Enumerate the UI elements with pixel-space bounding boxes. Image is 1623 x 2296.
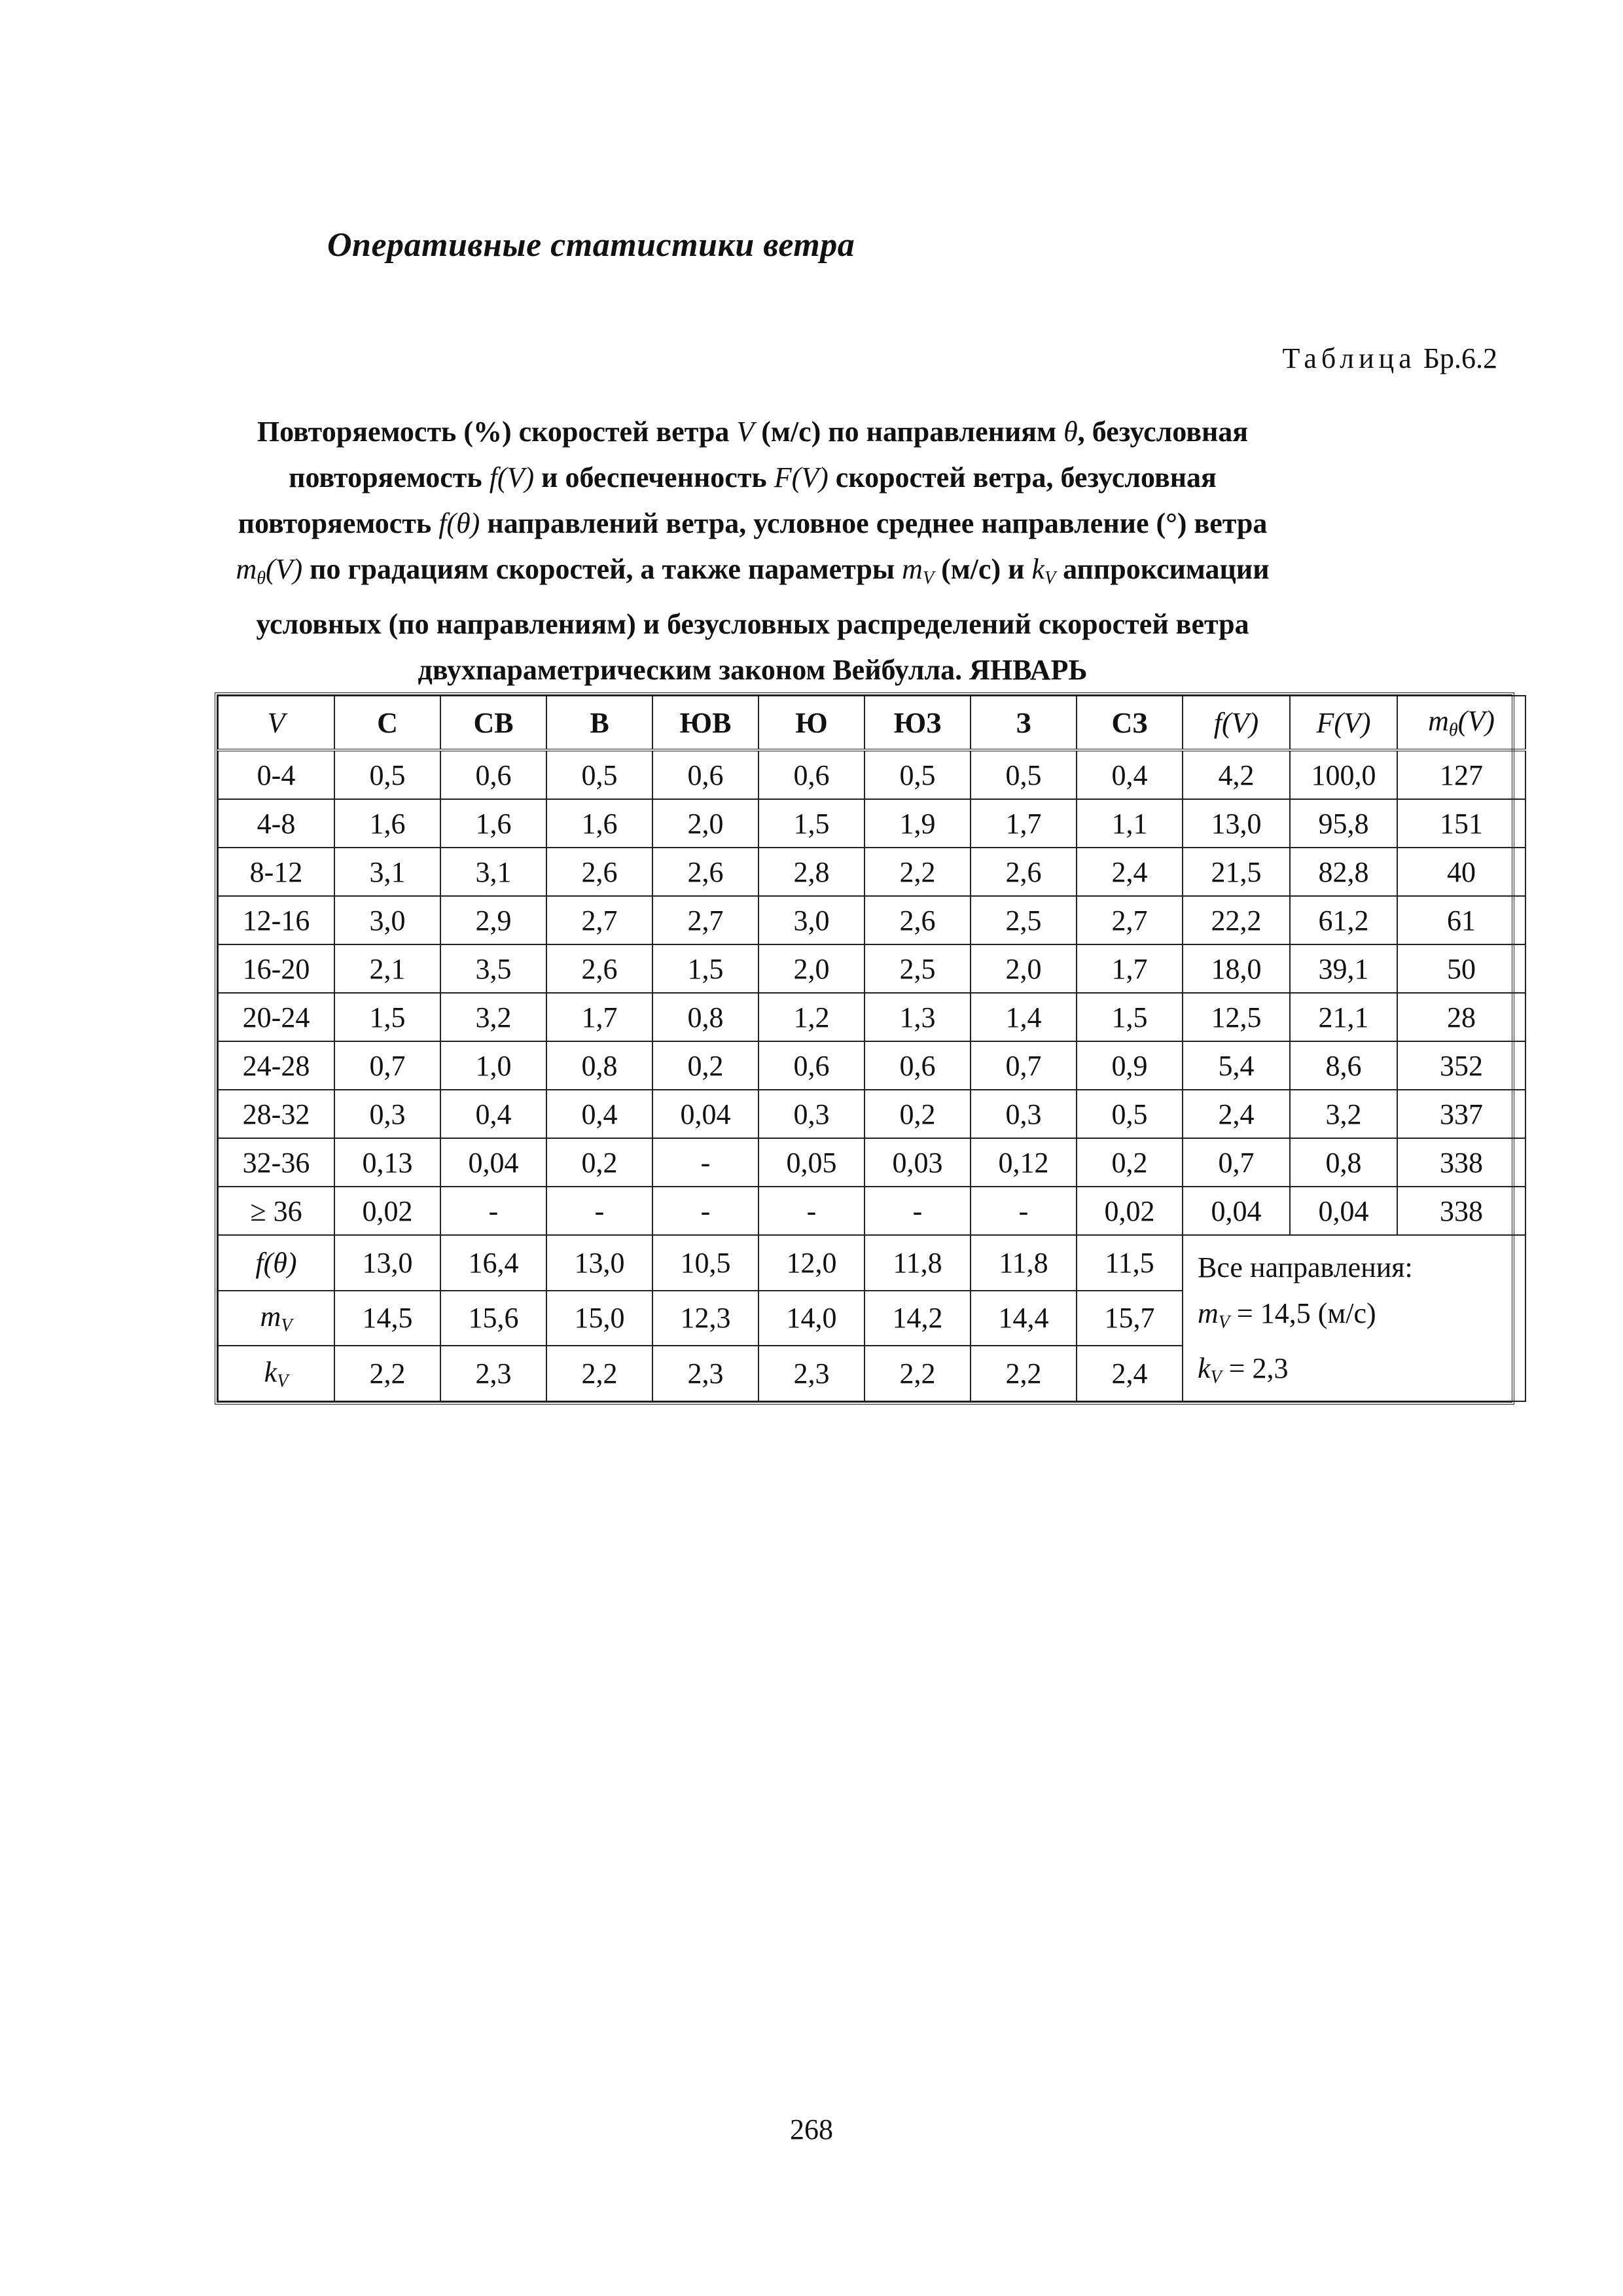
- frequency-cell: 0,4: [440, 1090, 546, 1138]
- frequency-cell: 2,7: [652, 896, 758, 944]
- speed-range-cell: 16-20: [218, 944, 334, 993]
- frequency-cell: 1,5: [758, 799, 865, 848]
- mean-direction-cell: 127: [1397, 750, 1525, 799]
- section-title: Оперативные статистики ветра: [327, 226, 855, 264]
- capital-fv-cell: 82,8: [1290, 848, 1397, 896]
- parameter-value-cell: 14,2: [865, 1291, 971, 1346]
- speed-range-cell: 20-24: [218, 993, 334, 1041]
- caption-text: повторяемость: [238, 507, 432, 539]
- parameter-value-cell: 15,7: [1077, 1291, 1183, 1346]
- table-label: [1283, 342, 1497, 375]
- parameter-value-cell: 16,4: [440, 1235, 546, 1291]
- mean-direction-cell: 337: [1397, 1090, 1525, 1138]
- table-row: [218, 799, 1525, 848]
- parameter-value-cell: 11,8: [865, 1235, 971, 1291]
- summary-m-sub: V: [1218, 1312, 1230, 1333]
- speed-range-cell: 12-16: [218, 896, 334, 944]
- caption-line-3: [216, 501, 1289, 547]
- frequency-cell: 1,5: [1077, 993, 1183, 1041]
- speed-range-cell: 32-36: [218, 1138, 334, 1187]
- caption-text: (м/с) и: [941, 553, 1025, 585]
- caption-math-sub: V: [922, 568, 935, 588]
- header-m-arg: (V): [1457, 705, 1495, 737]
- frequency-cell: -: [652, 1138, 758, 1187]
- frequency-cell: 0,3: [758, 1090, 865, 1138]
- capital-fv-cell: 39,1: [1290, 944, 1397, 993]
- header-direction: ЮЗ: [865, 696, 971, 750]
- frequency-cell: 0,5: [971, 750, 1077, 799]
- frequency-cell: 0,8: [546, 1041, 652, 1090]
- table-caption: [216, 409, 1289, 693]
- frequency-cell: 2,5: [865, 944, 971, 993]
- frequency-cell: 0,3: [971, 1090, 1077, 1138]
- caption-math-capital-fv: F(V): [774, 461, 829, 493]
- caption-text: скоростей ветра, безусловная: [835, 461, 1217, 493]
- fv-cell: 5,4: [1183, 1041, 1290, 1090]
- frequency-cell: 0,12: [971, 1138, 1077, 1187]
- speed-range-cell: 28-32: [218, 1090, 334, 1138]
- table-label-number: Бр.6.2: [1423, 342, 1497, 374]
- parameter-subscript: V: [281, 1315, 293, 1336]
- mean-direction-cell: 352: [1397, 1041, 1525, 1090]
- frequency-cell: 0,6: [758, 750, 865, 799]
- caption-line-1: [216, 409, 1289, 455]
- frequency-cell: 1,0: [440, 1041, 546, 1090]
- mean-direction-cell: 28: [1397, 993, 1525, 1041]
- header-direction: В: [546, 696, 652, 750]
- header-direction: Ю: [758, 696, 865, 750]
- parameter-value-cell: 2,3: [440, 1346, 546, 1401]
- frequency-cell: 2,4: [1077, 848, 1183, 896]
- frequency-cell: 1,2: [758, 993, 865, 1041]
- fv-cell: 22,2: [1183, 896, 1290, 944]
- frequency-cell: 2,2: [865, 848, 971, 896]
- caption-math-v: V: [736, 416, 755, 448]
- header-m: m: [1428, 705, 1449, 737]
- frequency-cell: 1,7: [971, 799, 1077, 848]
- caption-line-5: условных (по направлениям) и безусловных распределений скоростей ветра: [256, 608, 1249, 640]
- wind-table-grid: [217, 695, 1526, 1402]
- caption-math-theta: θ: [1063, 416, 1078, 448]
- frequency-cell: 2,6: [865, 896, 971, 944]
- header-direction: С: [334, 696, 440, 750]
- header-speed: V: [218, 696, 334, 750]
- summary-title: Все направления:: [1198, 1251, 1413, 1283]
- frequency-cell: 0,6: [758, 1041, 865, 1090]
- frequency-cell: 0,4: [546, 1090, 652, 1138]
- mean-direction-cell: 40: [1397, 848, 1525, 896]
- table-row: [218, 1187, 1525, 1235]
- parameter-value-cell: 14,0: [758, 1291, 865, 1346]
- frequency-cell: 1,6: [546, 799, 652, 848]
- frequency-cell: 3,2: [440, 993, 546, 1041]
- frequency-cell: 0,6: [652, 750, 758, 799]
- parameter-value-cell: 15,0: [546, 1291, 652, 1346]
- mean-direction-cell: 50: [1397, 944, 1525, 993]
- frequency-cell: 2,6: [546, 944, 652, 993]
- frequency-cell: 0,5: [865, 750, 971, 799]
- frequency-cell: -: [758, 1187, 865, 1235]
- frequency-cell: 0,8: [652, 993, 758, 1041]
- parameter-value-cell: 11,5: [1077, 1235, 1183, 1291]
- parameter-symbol: k: [264, 1355, 277, 1388]
- frequency-cell: 3,1: [334, 848, 440, 896]
- parameter-value-cell: 14,5: [334, 1291, 440, 1346]
- frequency-cell: -: [546, 1187, 652, 1235]
- table-row: [218, 1041, 1525, 1090]
- capital-fv-cell: 95,8: [1290, 799, 1397, 848]
- summary-k-sub: V: [1210, 1367, 1222, 1388]
- frequency-cell: 0,5: [1077, 1090, 1183, 1138]
- summary-k-value: = 2,3: [1228, 1352, 1289, 1384]
- caption-math-fv: f(V): [489, 461, 535, 493]
- frequency-cell: 1,7: [546, 993, 652, 1041]
- summary-m-symbol: m: [1198, 1297, 1219, 1329]
- table-row: [218, 1090, 1525, 1138]
- table-row: [218, 944, 1525, 993]
- frequency-cell: 0,3: [334, 1090, 440, 1138]
- frequency-cell: 0,7: [334, 1041, 440, 1090]
- frequency-cell: 1,3: [865, 993, 971, 1041]
- frequency-cell: 0,7: [971, 1041, 1077, 1090]
- parameter-label-cell: [218, 1291, 334, 1346]
- fv-cell: 0,7: [1183, 1138, 1290, 1187]
- summary-mv: [1198, 1291, 1525, 1346]
- mean-direction-cell: 61: [1397, 896, 1525, 944]
- frequency-cell: 1,5: [652, 944, 758, 993]
- summary-k-symbol: k: [1198, 1352, 1211, 1384]
- header-capital-fv: F(V): [1290, 696, 1397, 750]
- parameter-value-cell: 12,3: [652, 1291, 758, 1346]
- caption-text: , безусловная: [1077, 416, 1249, 448]
- wind-statistics-table: [215, 692, 1514, 1405]
- mean-direction-cell: 338: [1397, 1138, 1525, 1187]
- caption-math-ftheta: f(θ): [438, 507, 480, 539]
- caption-math-sub: θ: [257, 568, 266, 588]
- caption-math-m: m: [236, 553, 257, 585]
- speed-range-cell: 8-12: [218, 848, 334, 896]
- parameter-label-cell: [218, 1346, 334, 1401]
- parameter-value-cell: 2,3: [652, 1346, 758, 1401]
- caption-line-6: двухпараметрическим законом Вейбулла. ЯНВАРЬ: [418, 654, 1088, 686]
- frequency-cell: 2,8: [758, 848, 865, 896]
- page-number: 268: [790, 2113, 833, 2145]
- parameter-row: [218, 1235, 1525, 1291]
- caption-line-4: [216, 547, 1289, 601]
- capital-fv-cell: 21,1: [1290, 993, 1397, 1041]
- frequency-cell: 2,6: [652, 848, 758, 896]
- table-row: [218, 896, 1525, 944]
- fv-cell: 0,04: [1183, 1187, 1290, 1235]
- header-m-sub: θ: [1448, 720, 1458, 740]
- caption-text: Повторяемость (%) скоростей ветра: [257, 416, 730, 448]
- frequency-cell: 0,04: [440, 1138, 546, 1187]
- caption-text: повторяемость: [289, 461, 482, 493]
- frequency-cell: 0,02: [334, 1187, 440, 1235]
- all-directions-summary: [1183, 1235, 1525, 1401]
- caption-text: и обеспеченность: [541, 461, 767, 493]
- capital-fv-cell: 0,8: [1290, 1138, 1397, 1187]
- frequency-cell: -: [971, 1187, 1077, 1235]
- frequency-cell: 1,9: [865, 799, 971, 848]
- summary-kv: [1198, 1346, 1525, 1401]
- capital-fv-cell: 100,0: [1290, 750, 1397, 799]
- frequency-cell: 3,0: [758, 896, 865, 944]
- parameter-label-cell: [218, 1235, 334, 1291]
- caption-line-2: [216, 455, 1289, 501]
- frequency-cell: 0,4: [1077, 750, 1183, 799]
- parameter-value-cell: 13,0: [334, 1235, 440, 1291]
- speed-range-cell: 24-28: [218, 1041, 334, 1090]
- frequency-cell: 0,2: [546, 1138, 652, 1187]
- caption-text: направлений ветра, условное среднее направление (°) ветра: [487, 507, 1268, 539]
- parameter-value-cell: 11,8: [971, 1235, 1077, 1291]
- header-fv: f(V): [1183, 696, 1290, 750]
- fv-cell: 13,0: [1183, 799, 1290, 848]
- speed-range-cell: 0-4: [218, 750, 334, 799]
- parameter-value-cell: 10,5: [652, 1235, 758, 1291]
- frequency-cell: 2,9: [440, 896, 546, 944]
- parameter-value-cell: 2,2: [865, 1346, 971, 1401]
- header-mean-direction: [1397, 696, 1525, 750]
- frequency-cell: 0,5: [546, 750, 652, 799]
- frequency-cell: 0,6: [440, 750, 546, 799]
- frequency-cell: 2,6: [546, 848, 652, 896]
- parameter-subscript: V: [277, 1371, 289, 1391]
- frequency-cell: 2,6: [971, 848, 1077, 896]
- caption-text: (м/с) по направлениям: [761, 416, 1057, 448]
- capital-fv-cell: 3,2: [1290, 1090, 1397, 1138]
- capital-fv-cell: 8,6: [1290, 1041, 1397, 1090]
- parameter-value-cell: 2,2: [971, 1346, 1077, 1401]
- fv-cell: 18,0: [1183, 944, 1290, 993]
- parameter-value-cell: 2,2: [334, 1346, 440, 1401]
- frequency-cell: 0,5: [334, 750, 440, 799]
- mean-direction-cell: 338: [1397, 1187, 1525, 1235]
- caption-math-mv: m: [902, 553, 923, 585]
- parameter-value-cell: 13,0: [546, 1235, 652, 1291]
- parameter-value-cell: 2,3: [758, 1346, 865, 1401]
- frequency-cell: 0,05: [758, 1138, 865, 1187]
- frequency-cell: 2,1: [334, 944, 440, 993]
- speed-range-cell: ≥ 36: [218, 1187, 334, 1235]
- caption-text: по градациям скоростей, а также параметры: [310, 553, 895, 585]
- parameter-symbol: m: [260, 1300, 281, 1333]
- parameter-symbol: f(θ): [255, 1246, 297, 1279]
- frequency-cell: -: [440, 1187, 546, 1235]
- frequency-cell: 1,4: [971, 993, 1077, 1041]
- frequency-cell: 3,0: [334, 896, 440, 944]
- frequency-cell: 2,5: [971, 896, 1077, 944]
- frequency-cell: 1,5: [334, 993, 440, 1041]
- fv-cell: 21,5: [1183, 848, 1290, 896]
- table-row: [218, 1138, 1525, 1187]
- parameter-value-cell: 12,0: [758, 1235, 865, 1291]
- frequency-cell: 2,7: [546, 896, 652, 944]
- frequency-cell: -: [652, 1187, 758, 1235]
- frequency-cell: 1,6: [440, 799, 546, 848]
- frequency-cell: 3,5: [440, 944, 546, 993]
- frequency-cell: 0,2: [652, 1041, 758, 1090]
- header-direction: СЗ: [1077, 696, 1183, 750]
- parameter-value-cell: 14,4: [971, 1291, 1077, 1346]
- frequency-cell: 3,1: [440, 848, 546, 896]
- frequency-cell: 0,9: [1077, 1041, 1183, 1090]
- frequency-cell: 0,03: [865, 1138, 971, 1187]
- frequency-cell: 0,6: [865, 1041, 971, 1090]
- frequency-cell: 2,0: [758, 944, 865, 993]
- speed-range-cell: 4-8: [218, 799, 334, 848]
- caption-math-kv: k: [1031, 553, 1044, 585]
- fv-cell: 4,2: [1183, 750, 1290, 799]
- mean-direction-cell: 151: [1397, 799, 1525, 848]
- frequency-cell: 1,6: [334, 799, 440, 848]
- fv-cell: 2,4: [1183, 1090, 1290, 1138]
- frequency-cell: 2,7: [1077, 896, 1183, 944]
- caption-math-mv-arg: (V): [265, 553, 303, 585]
- fv-cell: 12,5: [1183, 993, 1290, 1041]
- table-row: [218, 750, 1525, 799]
- header-direction: ЮВ: [652, 696, 758, 750]
- caption-math-sub: V: [1044, 568, 1056, 588]
- frequency-cell: 0,13: [334, 1138, 440, 1187]
- frequency-cell: 2,0: [971, 944, 1077, 993]
- parameter-value-cell: 2,2: [546, 1346, 652, 1401]
- capital-fv-cell: 61,2: [1290, 896, 1397, 944]
- frequency-cell: 1,7: [1077, 944, 1183, 993]
- frequency-cell: 1,1: [1077, 799, 1183, 848]
- capital-fv-cell: 0,04: [1290, 1187, 1397, 1235]
- frequency-cell: -: [865, 1187, 971, 1235]
- caption-text: аппроксимации: [1063, 553, 1270, 585]
- table-header-row: [218, 696, 1525, 750]
- table-row: [218, 993, 1525, 1041]
- summary-m-value: = 14,5: [1236, 1297, 1311, 1329]
- frequency-cell: 2,0: [652, 799, 758, 848]
- frequency-cell: 0,02: [1077, 1187, 1183, 1235]
- table-row: [218, 848, 1525, 896]
- parameter-value-cell: 2,4: [1077, 1346, 1183, 1401]
- header-direction: СВ: [440, 696, 546, 750]
- frequency-cell: 0,2: [1077, 1138, 1183, 1187]
- table-label-word: Таблица: [1282, 342, 1416, 374]
- frequency-cell: 0,04: [652, 1090, 758, 1138]
- header-direction: З: [971, 696, 1077, 750]
- summary-m-unit: (м/с): [1317, 1297, 1376, 1329]
- parameter-value-cell: 15,6: [440, 1291, 546, 1346]
- frequency-cell: 0,2: [865, 1090, 971, 1138]
